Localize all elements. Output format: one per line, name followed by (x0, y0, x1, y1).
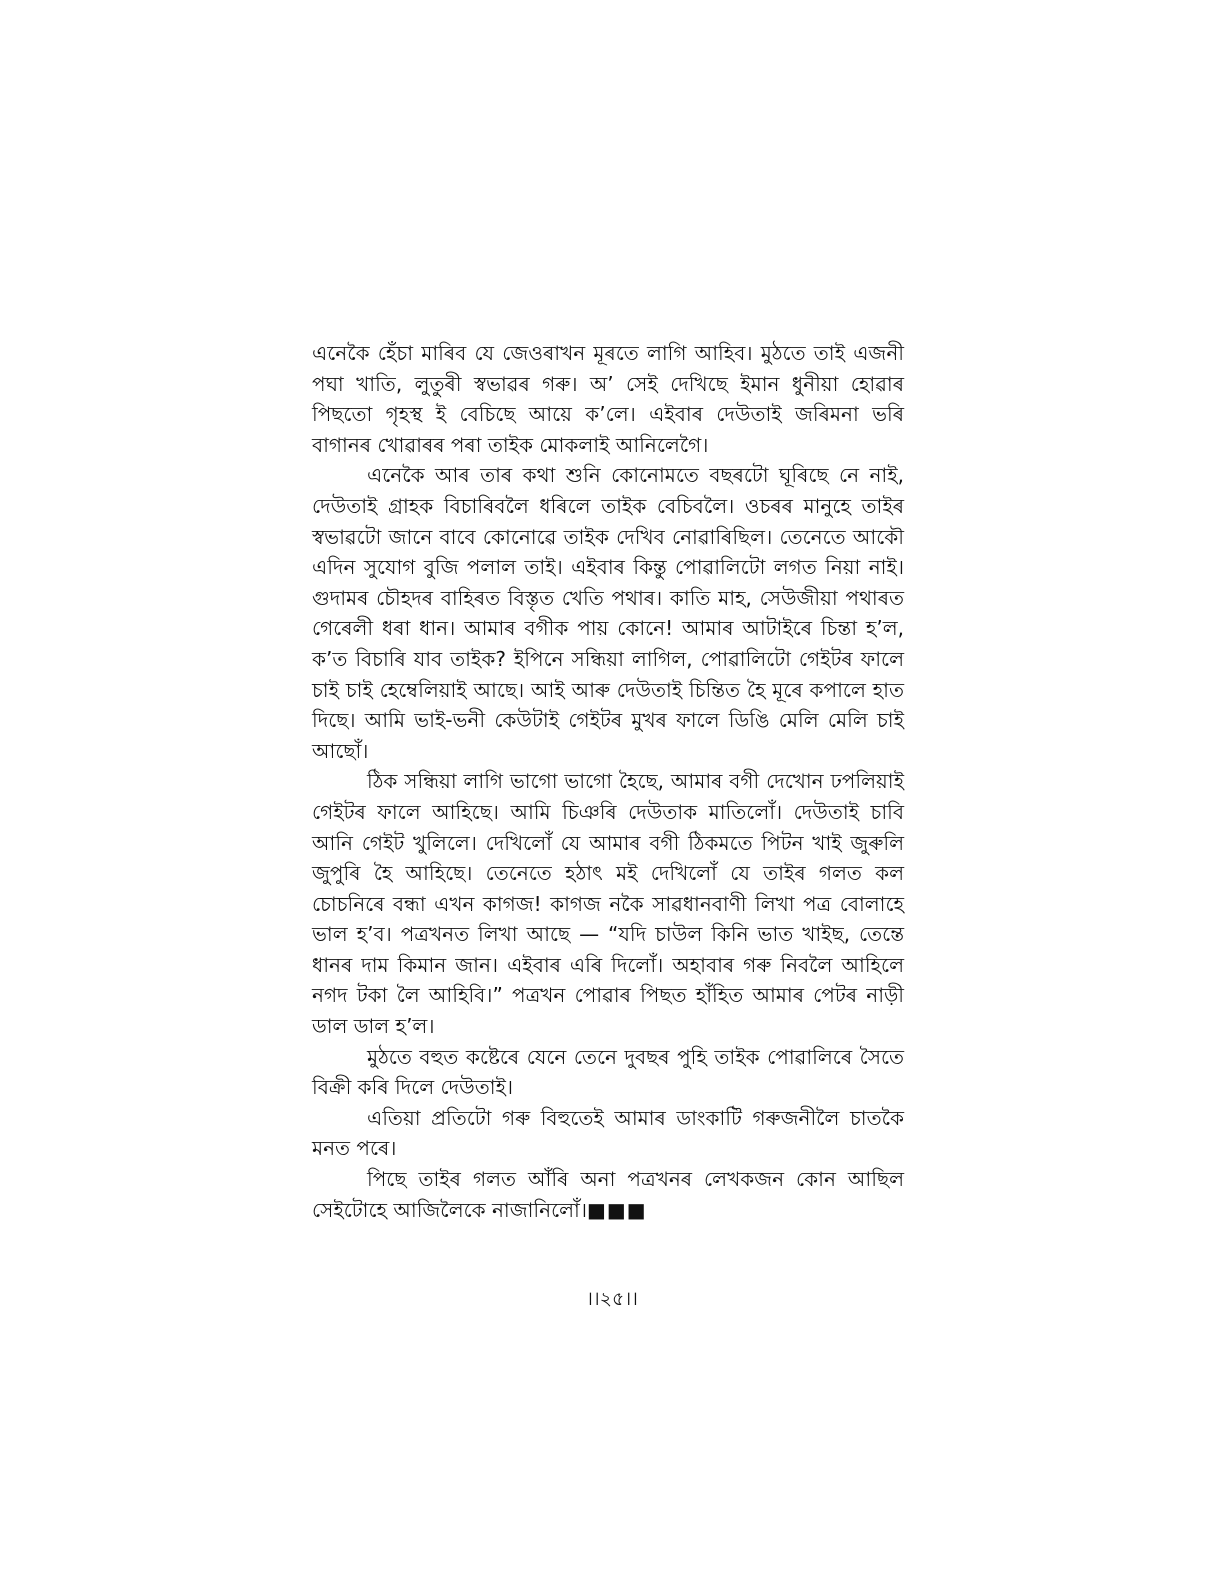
paragraph-6: পিছে তাইৰ গলত আঁৰি অনা পত্ৰখনৰ লেখকজন কোন আছিল সেইটোহে আজিলৈকে নাজানিলোঁ। (312, 1167, 904, 1222)
page-number: ।।২৫।। (586, 1288, 638, 1310)
end-mark: ■■■ (586, 1197, 647, 1222)
paragraph-5: এতিয়া প্ৰতিটো গৰু বিহুতেই আমাৰ ডাংকাটি গৰুজনীলৈ চাতকৈ মনত পৰে। (312, 1105, 904, 1161)
paragraph-2: এনেকৈ আৰ তাৰ কথা শুনি কোনোমতে বছৰটো ঘূৰিছে নে নাই, দেউতাই গ্ৰাহক বিচাৰিবলৈ ধৰিলে তাইক বেচিবলৈ। ওচৰৰ মানুহে তাইৰ স্বভাৱটো জানে বাবে কোনোৱে তাইক দেখিব নোৱাৰিছিল। তেনেতে আকৌ এদিন সুযোগ বুজি পলাল তাই। এইবাৰ কিন্তু পোৱালিটো লগত নিয়া নাই। গুদামৰ চৌহদৰ বাহিৰত বিস্তৃত খেতি পথাৰ। কাতি মাহ, সেউজীয়া পথাৰত গেৰেলী ধৰা ধান। আমাৰ বগীক পায় কোনে! আমাৰ আটাইৰে চিন্তা হ’ল, ক’ত বিচাৰি যাব তাইক? ইপিনে সন্ধিয়া লাগিল, পোৱালিটো গেইটৰ ফালে চাই চাই হেম্বেলিয়াই আছে। আই আৰু দেউতাই চিন্তিত হৈ মূৰে কপালে হাত দিছে। আমি ভাই-ভনী কেউটাই গেইটৰ মুখৰ ফালে ডিঙি মেলি মেলি চাই আছোঁ। (312, 463, 904, 763)
paragraph-4: মুঠতে বহুত কষ্টেৰে যেনে তেনে দুবছৰ পুহি তাইক পোৱালিৰে সৈতে বিক্ৰী কৰি দিলে দেউতাই। (312, 1044, 904, 1100)
story-text (312, 338, 904, 1225)
paragraph-6-container (312, 1164, 904, 1225)
paragraph-1: এনেকৈ হেঁচা মাৰিব যে জেওৰাখন মূৰতে লাগি আহিব। মুঠতে তাই এজনী পঘা খাতি, লুতুৰী স্বভাৱৰ গৰু। অ’ সেই দেখিছে ইমান ধুনীয়া হোৱাৰ পিছতো গৃহস্থ ই বেচিছে আয়ে ক’লে। এইবাৰ দেউতাই জৰিমনা ভৰি বাগানৰ খোৱাৰৰ পৰা তাইক মোকলাই আনিলেগৈ। (312, 341, 904, 457)
paragraph-3: ঠিক সন্ধিয়া লাগি ভাগো ভাগো হৈছে, আমাৰ বগী দেখোন ঢপলিয়াই গেইটৰ ফালে আহিছে। আমি চিঞৰি দেউতাক মাতিলোঁ। দেউতাই চাবি আনি গেইট খুলিলে। দেখিলোঁ যে আমাৰ বগী ঠিকমতে পিটন খাই জুৰুলি জুপুৰি হৈ আহিছে। তেনেতে হঠাৎ মই দেখিলোঁ যে তাইৰ গলত কল চোচনিৰে বন্ধা এখন কাগজ! কাগজ নকৈ সাৱধানবাণী লিখা পত্ৰ বোলাহে ভাল হ’ব। পত্ৰখনত লিখা আছে — “যদি চাউল কিনি ভাত খাইছ, তেন্তে ধানৰ দাম কিমান জান। এইবাৰ এৰি দিলোঁ। অহাবাৰ গৰু নিবলৈ আহিলে নগদ টকা লৈ আহিবি।” পত্ৰখন পোৱাৰ পিছত হাঁহিত আমাৰ পেটৰ নাড়ী ডাল ডাল হ’ল। (312, 769, 904, 1039)
